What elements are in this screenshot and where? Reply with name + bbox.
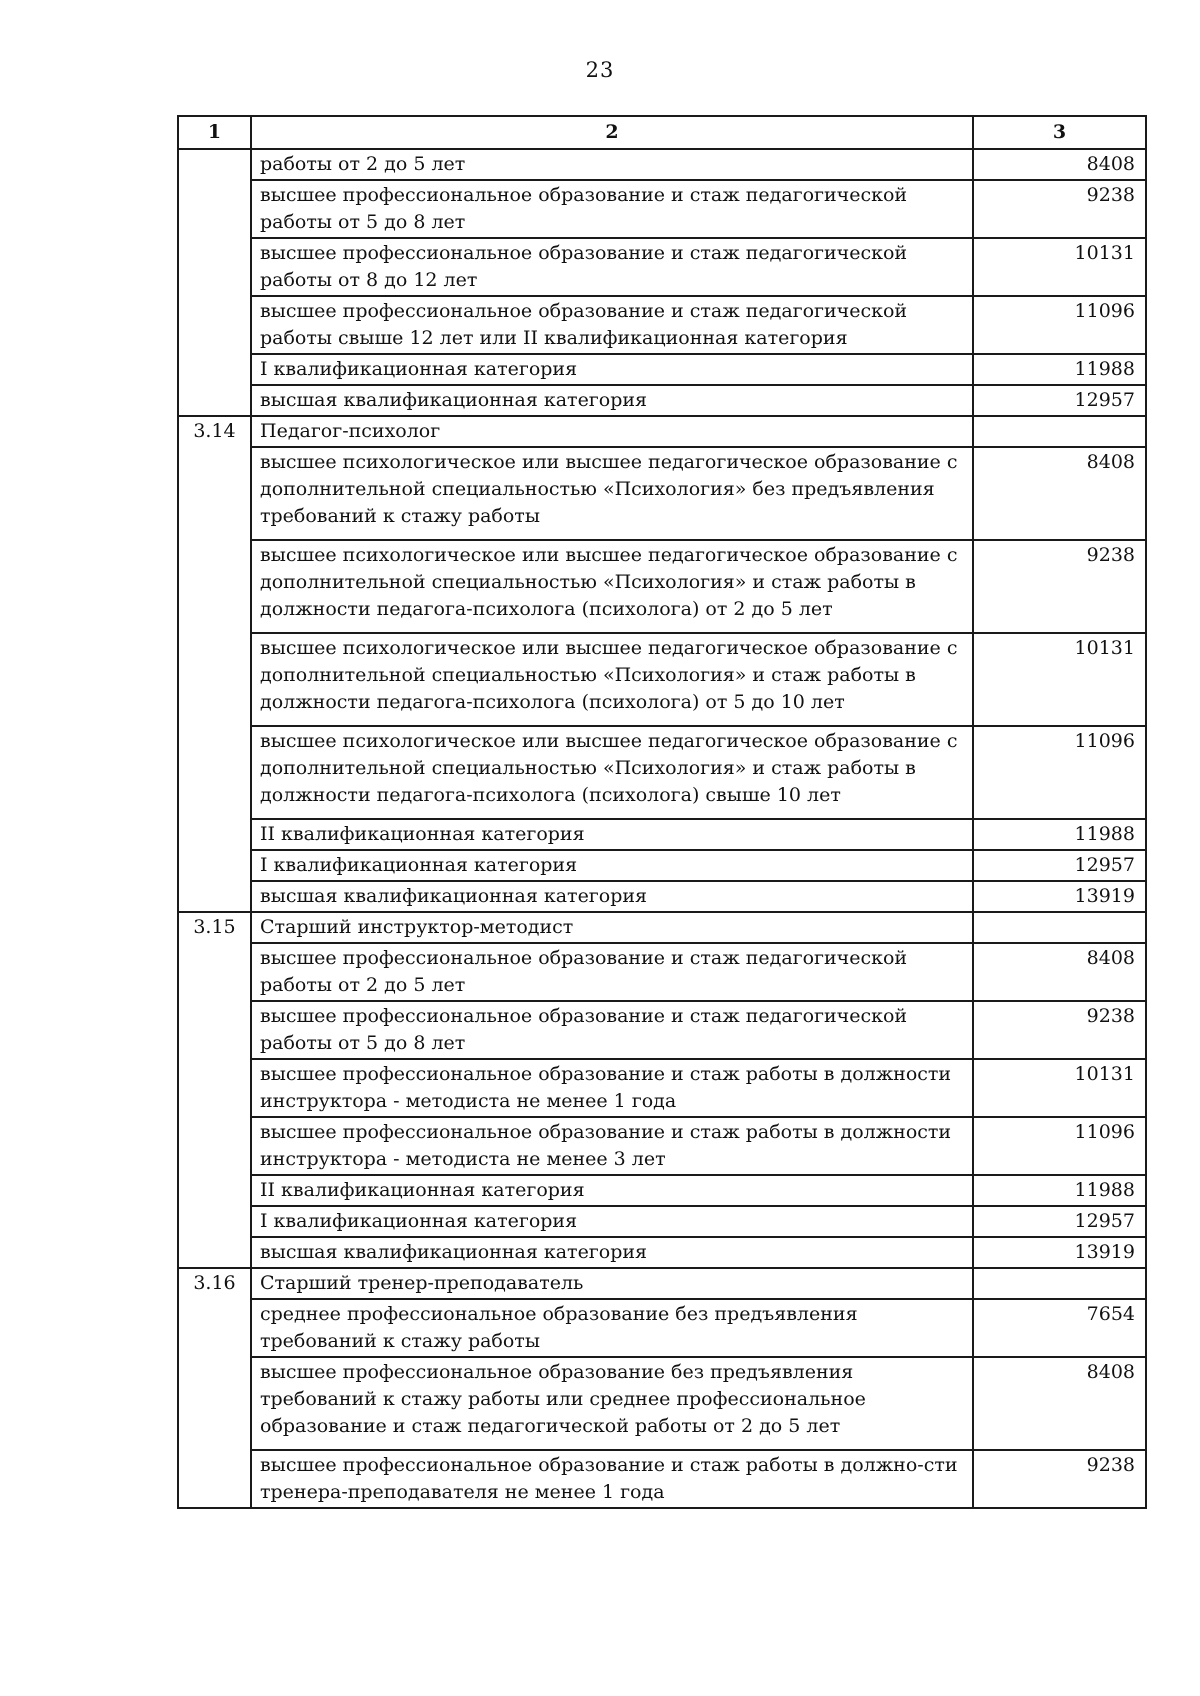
row-value-cell: 8408 xyxy=(973,447,1146,540)
row-number-cell xyxy=(178,1001,251,1059)
row-description-cell: высшее профессиональное образование и стаж работы в должно-сти тренера-преподавателя не менее 1 года xyxy=(251,1450,973,1508)
row-description-cell: высшее профессиональное образование без предъявления требований к стажу работы или среднее профессиональное образование и стаж педагогической работы от 2 до 5 лет xyxy=(251,1357,973,1450)
row-number-cell xyxy=(178,943,251,1001)
row-description-cell: II квалификационная категория xyxy=(251,819,973,850)
row-number-cell: 3.15 xyxy=(178,912,251,943)
row-value-cell xyxy=(973,1268,1146,1299)
row-value-cell: 11988 xyxy=(973,1175,1146,1206)
row-value-cell: 8408 xyxy=(973,1357,1146,1450)
table-row xyxy=(178,819,1146,850)
row-number-cell xyxy=(178,1206,251,1237)
table-body xyxy=(178,149,1146,1508)
row-number-cell: 3.16 xyxy=(178,1268,251,1299)
row-description-cell: Старший тренер-преподаватель xyxy=(251,1268,973,1299)
row-value-cell: 10131 xyxy=(973,238,1146,296)
table-row xyxy=(178,1450,1146,1508)
row-value-cell: 12957 xyxy=(973,1206,1146,1237)
row-description-cell: высшее психологическое или высшее педагогическое образование с дополнительной специальностью «Психология» и стаж работы в должности педагога-психолога (психолога) свыше 10 лет xyxy=(251,726,973,819)
row-description-cell: высшая квалификационная категория xyxy=(251,1237,973,1268)
row-value-cell: 12957 xyxy=(973,385,1146,416)
row-number-cell xyxy=(178,633,251,726)
table-row xyxy=(178,354,1146,385)
table-row xyxy=(178,180,1146,238)
table-row xyxy=(178,1237,1146,1268)
row-number-cell xyxy=(178,726,251,819)
row-description-cell: высшее профессиональное образование и стаж педагогической работы от 2 до 5 лет xyxy=(251,943,973,1001)
table-row xyxy=(178,447,1146,540)
table-row xyxy=(178,943,1146,1001)
row-value-cell: 9238 xyxy=(973,1450,1146,1508)
row-description-cell: высшее психологическое или высшее педагогическое образование с дополнительной специальностью «Психология» и стаж работы в должности педагога-психолога (психолога) от 2 до 5 лет xyxy=(251,540,973,633)
row-value-cell: 12957 xyxy=(973,850,1146,881)
table-row xyxy=(178,1059,1146,1117)
row-description-cell: I квалификационная категория xyxy=(251,1206,973,1237)
row-number-cell xyxy=(178,149,251,180)
table-row xyxy=(178,416,1146,447)
salary-table xyxy=(177,115,1147,1509)
table-row xyxy=(178,633,1146,726)
row-value-cell: 13919 xyxy=(973,1237,1146,1268)
row-description-cell: II квалификационная категория xyxy=(251,1175,973,1206)
row-description-cell: высшая квалификационная категория xyxy=(251,881,973,912)
row-value-cell: 11096 xyxy=(973,1117,1146,1175)
row-number-cell xyxy=(178,1299,251,1357)
row-value-cell xyxy=(973,912,1146,943)
table-row xyxy=(178,1117,1146,1175)
row-value-cell: 8408 xyxy=(973,943,1146,1001)
row-number-cell xyxy=(178,385,251,416)
column-header: 1 xyxy=(178,116,251,149)
table-row xyxy=(178,296,1146,354)
table-row xyxy=(178,149,1146,180)
table-row xyxy=(178,1001,1146,1059)
row-value-cell: 11988 xyxy=(973,354,1146,385)
table-row xyxy=(178,1268,1146,1299)
row-number-cell xyxy=(178,1450,251,1508)
row-value-cell xyxy=(973,416,1146,447)
row-description-cell: среднее профессиональное образование без предъявления требований к стажу работы xyxy=(251,1299,973,1357)
table-header-row xyxy=(178,116,1146,149)
row-number-cell xyxy=(178,819,251,850)
row-value-cell: 9238 xyxy=(973,180,1146,238)
table-row xyxy=(178,881,1146,912)
row-description-cell: высшая квалификационная категория xyxy=(251,385,973,416)
row-value-cell: 9238 xyxy=(973,540,1146,633)
table-row xyxy=(178,912,1146,943)
row-value-cell: 7654 xyxy=(973,1299,1146,1357)
row-description-cell: высшее профессиональное образование и стаж педагогической работы от 5 до 8 лет xyxy=(251,180,973,238)
row-value-cell: 10131 xyxy=(973,1059,1146,1117)
table-row xyxy=(178,726,1146,819)
row-number-cell xyxy=(178,1237,251,1268)
row-number-cell xyxy=(178,296,251,354)
row-value-cell: 9238 xyxy=(973,1001,1146,1059)
table-row xyxy=(178,238,1146,296)
row-description-cell: высшее психологическое или высшее педагогическое образование с дополнительной специальностью «Психология» без предъявления требований к стажу работы xyxy=(251,447,973,540)
row-number-cell xyxy=(178,1175,251,1206)
row-description-cell: высшее профессиональное образование и стаж работы в должности инструктора - методиста не менее 3 лет xyxy=(251,1117,973,1175)
row-number-cell xyxy=(178,447,251,540)
page-number: 23 xyxy=(585,58,615,82)
row-number-cell xyxy=(178,1059,251,1117)
table-row xyxy=(178,385,1146,416)
row-number-cell xyxy=(178,881,251,912)
row-value-cell: 13919 xyxy=(973,881,1146,912)
table-row xyxy=(178,540,1146,633)
row-description-cell: высшее профессиональное образование и стаж работы в должности инструктора - методиста не менее 1 года xyxy=(251,1059,973,1117)
row-description-cell: Старший инструктор-методист xyxy=(251,912,973,943)
row-description-cell: работы от 2 до 5 лет xyxy=(251,149,973,180)
row-number-cell xyxy=(178,238,251,296)
row-value-cell: 8408 xyxy=(973,149,1146,180)
row-number-cell: 3.14 xyxy=(178,416,251,447)
row-value-cell: 11096 xyxy=(973,726,1146,819)
table-row xyxy=(178,1357,1146,1450)
row-description-cell: I квалификационная категория xyxy=(251,354,973,385)
table-row xyxy=(178,1175,1146,1206)
table-row xyxy=(178,850,1146,881)
row-description-cell: высшее профессиональное образование и стаж педагогической работы от 5 до 8 лет xyxy=(251,1001,973,1059)
row-description-cell: I квалификационная категория xyxy=(251,850,973,881)
row-value-cell: 11988 xyxy=(973,819,1146,850)
row-description-cell: Педагог-психолог xyxy=(251,416,973,447)
row-number-cell xyxy=(178,354,251,385)
column-header: 2 xyxy=(251,116,973,149)
row-number-cell xyxy=(178,850,251,881)
row-value-cell: 10131 xyxy=(973,633,1146,726)
row-number-cell xyxy=(178,1357,251,1450)
table-row xyxy=(178,1299,1146,1357)
row-number-cell xyxy=(178,1117,251,1175)
row-value-cell: 11096 xyxy=(973,296,1146,354)
row-description-cell: высшее профессиональное образование и стаж педагогической работы от 8 до 12 лет xyxy=(251,238,973,296)
row-description-cell: высшее психологическое или высшее педагогическое образование с дополнительной специальностью «Психология» и стаж работы в должности педагога-психолога (психолога) от 5 до 10 лет xyxy=(251,633,973,726)
column-header: 3 xyxy=(973,116,1146,149)
row-number-cell xyxy=(178,180,251,238)
row-description-cell: высшее профессиональное образование и стаж педагогической работы свыше 12 лет или II квалификационная категория xyxy=(251,296,973,354)
table-row xyxy=(178,1206,1146,1237)
row-number-cell xyxy=(178,540,251,633)
